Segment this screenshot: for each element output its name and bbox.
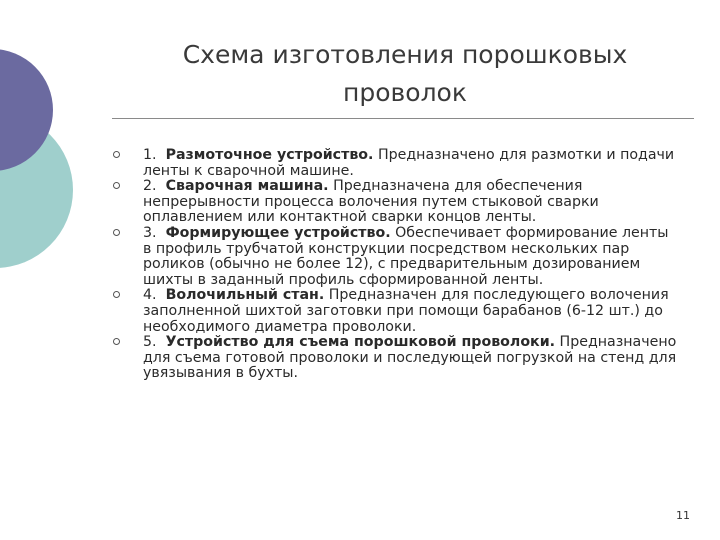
circle-bullet-icon — [113, 182, 120, 189]
slide-title — [110, 36, 700, 112]
item-heading: Устройство для съема порошковой проволоки. — [165, 334, 556, 351]
item-number: 1. — [143, 147, 157, 163]
circle-bullet-icon — [113, 229, 120, 236]
item-text: Предназначена для обеспечения непрерывности процесса волочения путем стыковой сварки оплавлением или контактной сварки концов ленты. — [143, 178, 599, 226]
title-divider — [112, 118, 694, 119]
item-number: 5. — [143, 334, 157, 351]
item-number: 3. — [143, 224, 157, 241]
item-text: Предназначено для съема готовой проволоки и последующей погрузкой на стенд для увязывания в бухты. — [143, 334, 677, 382]
list-item — [110, 288, 680, 335]
circle-bullet-icon — [113, 291, 120, 298]
decorative-circles — [0, 0, 100, 300]
item-text: Предназначен для последующего волочения заполненной шихтой заготовки при помощи барабанов (6-12 шт.) до необходимого диаметра проволоки. — [143, 287, 669, 335]
item-text: Обеспечивает формирование ленты в профиль трубчатой конструкции посредством нескольких пар роликов (обычно не более 12), с предварительным дозированием шихты в заданный профиль сформированной ленты. — [143, 224, 669, 288]
list-item — [110, 335, 680, 382]
item-heading: Размоточное устройство. — [165, 147, 374, 163]
list-item — [110, 179, 680, 226]
item-number: 2. — [143, 178, 157, 195]
item-heading: Формирующее устройство. — [165, 224, 391, 241]
title-line-2: проволок — [343, 78, 467, 107]
item-number: 4. — [143, 287, 157, 304]
circle-bullet-icon — [113, 151, 120, 158]
list-item — [110, 148, 680, 179]
title-line-1: Схема изготовления порошковых — [182, 40, 628, 69]
page-number: 11 — [676, 509, 690, 522]
circle-bullet-icon — [113, 338, 120, 345]
bullet-list — [110, 148, 680, 382]
item-text: Предназначено для размотки и подачи ленты к сварочной машине. — [143, 147, 675, 179]
list-item — [110, 226, 680, 288]
item-heading: Волочильный стан. — [165, 287, 325, 304]
item-heading: Сварочная машина. — [165, 178, 329, 195]
